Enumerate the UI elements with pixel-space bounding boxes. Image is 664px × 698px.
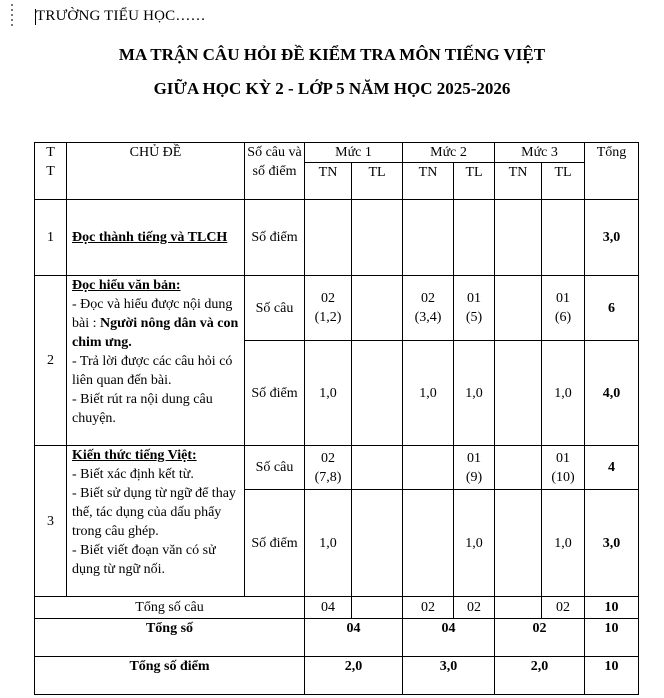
total-questions-total: 10 (585, 597, 639, 619)
row3-p-l2-tl: 1,0 (454, 490, 495, 597)
row2-q-l2-tl: 01 (5) (454, 276, 495, 341)
row2-p-l3-tl: 1,0 (542, 341, 585, 446)
header-count: Số câu và số điểm (245, 143, 305, 200)
row3-q-l3-tn (495, 446, 542, 490)
row1-tt: 1 (35, 200, 67, 276)
row1-l1-tn (305, 200, 352, 276)
margin-marker (11, 4, 13, 29)
row2-q-l1-tl (352, 276, 403, 341)
row1-topic: Đọc thành tiếng và TLCH (67, 200, 245, 276)
row1-l3-tl (542, 200, 585, 276)
row1-l1-tl (352, 200, 403, 276)
row3-topic: Kiến thức tiếng Việt: - Biết xác định kết từ. - Biết sử dụng từ ngữ để thay thế, tác dụng của dấu phẩy trong câu ghép. - Biết viết đoạn văn có sử dụng từ ngữ nối. (67, 446, 245, 597)
question-matrix-table (34, 142, 639, 695)
total-count-total: 10 (585, 619, 639, 657)
total-questions-l3-tn (495, 597, 542, 619)
row1-l3-tn (495, 200, 542, 276)
row1-l2-tl (454, 200, 495, 276)
row3-q-l3-tl: 01 (10) (542, 446, 585, 490)
total-count-l3: 02 (495, 619, 585, 657)
row2-p-l1-tl (352, 341, 403, 446)
row3-q-l2-tn (403, 446, 454, 490)
row3-tt: 3 (35, 446, 67, 597)
school-name: TRƯỜNG TIỂU HỌC…… (36, 8, 206, 24)
header-l3-tn: TN (495, 163, 542, 200)
row2-p-l3-tn (495, 341, 542, 446)
header-tt: T T (35, 143, 67, 200)
document-title: MA TRẬN CÂU HỎI ĐỀ KIỂM TRA MÔN TIẾNG VIỆT (118, 45, 546, 64)
total-count-label: Tổng số (35, 619, 305, 657)
total-questions-l1-tl (352, 597, 403, 619)
row2-q-total: 6 (585, 276, 639, 341)
total-points-l2: 3,0 (403, 657, 495, 695)
total-questions-l3-tl: 02 (542, 597, 585, 619)
total-points-total: 10 (585, 657, 639, 695)
header-l3-tl: TL (542, 163, 585, 200)
row3-q-total: 4 (585, 446, 639, 490)
header-l2-tl: TL (454, 163, 495, 200)
header-total: Tổng (585, 143, 639, 200)
row2-p-l2-tn: 1,0 (403, 341, 454, 446)
total-count-l1: 04 (305, 619, 403, 657)
row1-type: Số điểm (245, 200, 305, 276)
row3-p-l3-tn (495, 490, 542, 597)
row3-p-l1-tn: 1,0 (305, 490, 352, 597)
row3-p-l1-tl (352, 490, 403, 597)
document-subtitle: GIỮA HỌC KỲ 2 - LỚP 5 NĂM HỌC 2025-2026 (153, 79, 511, 98)
total-count-l2: 04 (403, 619, 495, 657)
row3-q-l1-tn: 02 (7,8) (305, 446, 352, 490)
row3-type-questions: Số câu (245, 446, 305, 490)
total-questions-l2-tl: 02 (454, 597, 495, 619)
row1-total: 3,0 (585, 200, 639, 276)
row2-p-l2-tl: 1,0 (454, 341, 495, 446)
row2-topic: Đọc hiểu văn bản: - Đọc và hiểu được nội dung bài : Người nông dân và con chim ưng. - Trả lời được các câu hỏi có liên quan đến bài. - Biết rút ra nội dung câu chuyện. (67, 276, 245, 446)
header-l2-tn: TN (403, 163, 454, 200)
header-topic: CHỦ ĐỀ (67, 143, 245, 200)
total-points-l1: 2,0 (305, 657, 403, 695)
header-l1-tn: TN (305, 163, 352, 200)
header-l1-tl: TL (352, 163, 403, 200)
row3-q-l2-tl: 01 (9) (454, 446, 495, 490)
row2-p-l1-tn: 1,0 (305, 341, 352, 446)
total-points-l3: 2,0 (495, 657, 585, 695)
total-questions-l2-tn: 02 (403, 597, 454, 619)
row2-q-l2-tn: 02 (3,4) (403, 276, 454, 341)
row2-type-questions: Số câu (245, 276, 305, 341)
total-questions-label: Tổng số câu (35, 597, 305, 619)
header-level3: Mức 3 (495, 143, 585, 163)
row2-tt: 2 (35, 276, 67, 446)
total-questions-l1-tn: 04 (305, 597, 352, 619)
row3-type-points: Số điểm (245, 490, 305, 597)
row2-q-l3-tl: 01 (6) (542, 276, 585, 341)
row2-p-total: 4,0 (585, 341, 639, 446)
total-points-label: Tổng số điểm (35, 657, 305, 695)
row1-l2-tn (403, 200, 454, 276)
row2-q-l1-tn: 02 (1,2) (305, 276, 352, 341)
row3-p-l2-tn (403, 490, 454, 597)
row2-type-points: Số điểm (245, 341, 305, 446)
row3-p-l3-tl: 1,0 (542, 490, 585, 597)
row3-q-l1-tl (352, 446, 403, 490)
header-level2: Mức 2 (403, 143, 495, 163)
header-level1: Mức 1 (305, 143, 403, 163)
row2-q-l3-tn (495, 276, 542, 341)
row3-p-total: 3,0 (585, 490, 639, 597)
